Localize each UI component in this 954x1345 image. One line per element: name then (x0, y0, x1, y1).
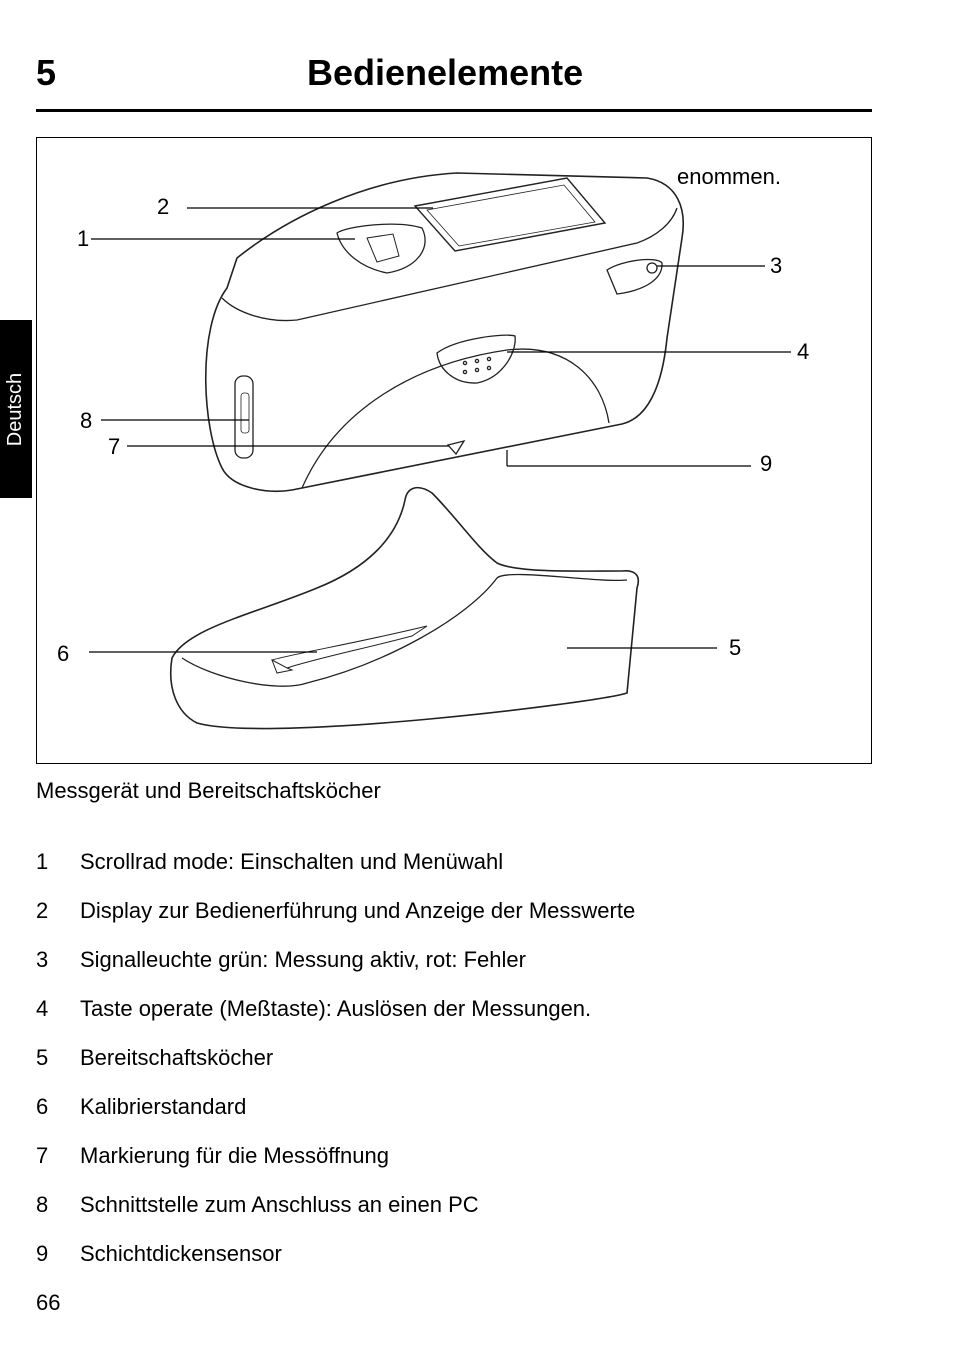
callout-7: 7 (108, 434, 121, 459)
legend-item (36, 1143, 876, 1173)
legend-number: 1 (36, 849, 49, 874)
legend-item (36, 1192, 876, 1222)
legend-number: 9 (36, 1241, 49, 1266)
display-inner (427, 185, 595, 246)
callout-8: 8 (80, 408, 93, 433)
legend-text: Schichtdickensensor (80, 1241, 282, 1266)
legend-item (36, 898, 876, 928)
title-rule (36, 109, 872, 112)
legend-number: 7 (36, 1143, 49, 1168)
figure-caption: Messgerät und Bereitschaftsköcher (36, 778, 381, 803)
legend-text: Markierung für die Messöffnung (80, 1143, 389, 1168)
page-number: 66 (36, 1290, 61, 1315)
legend-number: 3 (36, 947, 49, 972)
legend-item (36, 1241, 876, 1271)
scroll-wheel-housing (337, 224, 425, 273)
callout-6: 6 (57, 641, 70, 666)
legend-text: Signalleuchte grün: Messung aktiv, rot: Fehler (80, 947, 526, 972)
side-tab-label: Deutsch (4, 372, 27, 446)
legend-number: 8 (36, 1192, 49, 1217)
aperture-marker (448, 441, 464, 454)
legend-item (36, 1045, 876, 1075)
legend-number: 4 (36, 996, 49, 1021)
legend-text: Schnittstelle zum Anschluss an einen PC (80, 1192, 479, 1217)
chapter-title: Bedienelemente (307, 52, 584, 93)
legend-number: 5 (36, 1045, 49, 1070)
scroll-wheel (367, 234, 399, 262)
display-outline (415, 178, 605, 251)
callout-4: 4 (797, 339, 810, 364)
chapter-number: 5 (36, 52, 57, 93)
legend-number: 6 (36, 1094, 49, 1119)
device-illustration (37, 138, 871, 763)
legend-text: Scrollrad mode: Einschalten und Menüwahl (80, 849, 504, 874)
legend-text: Display zur Bedienerführung und Anzeige der Messwerte (80, 898, 636, 923)
callout-3: 3 (770, 253, 783, 278)
signal-light (607, 259, 662, 294)
callout-9: 9 (760, 451, 773, 476)
callout-5: 5 (729, 635, 742, 660)
legend-number: 2 (36, 898, 49, 923)
legend-text: Taste operate (Meßtaste): Auslösen der Messungen. (80, 996, 592, 1021)
legend-item (36, 849, 876, 879)
device-top-edge (222, 208, 677, 321)
truncated-text: enommen. (677, 164, 781, 189)
legend-text: Bereitschaftsköcher (80, 1045, 274, 1070)
device-front-arc (302, 349, 609, 488)
legend-item (36, 1094, 876, 1124)
callout-2: 2 (157, 194, 170, 219)
callout-leaders (89, 208, 791, 652)
language-side-tab (0, 320, 32, 498)
device-figure (36, 137, 872, 764)
callout-1: 1 (77, 226, 90, 251)
legend-text: Kalibrierstandard (80, 1094, 247, 1119)
device-body (206, 173, 683, 491)
legend-item (36, 996, 876, 1026)
holster-inner (182, 575, 627, 687)
legend-item (36, 947, 876, 977)
holster-outline (171, 488, 639, 729)
